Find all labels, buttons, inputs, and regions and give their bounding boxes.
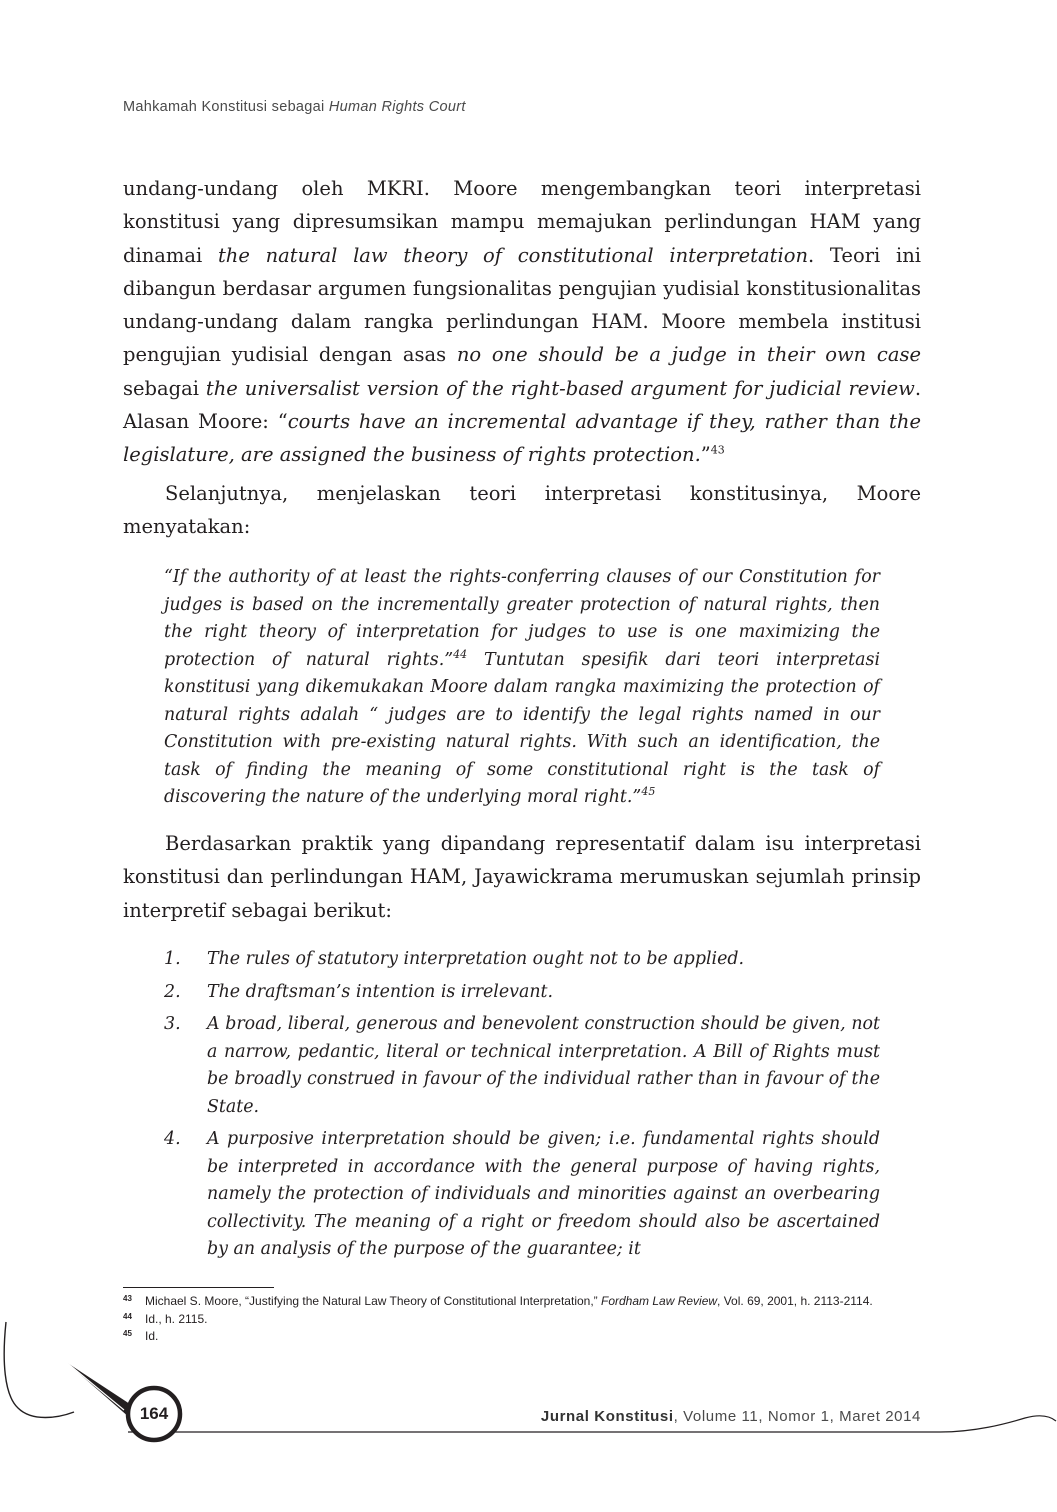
footnote-text: , Vol. 69, 2001, h. 2113-2114. [717, 1294, 873, 1308]
paragraph-1 [123, 172, 921, 472]
list-item [164, 1126, 880, 1264]
paragraph-2-text: Selanjutnya, menjelaskan teori interpretasi konstitusinya, Moore menyatakan: [123, 482, 921, 539]
text-span: . Teori ini dibangun berdasar argumen fungsionalitas pengujian yudisial konstitusionalitas undang-undang dalam rangka perlindungan HAM. Moore membela institusi pengujian yudisial dengan asas [123, 243, 921, 367]
quote-text: Tuntutan spesifik dari teori interpretasi konstitusi yang dikemukakan Moore dalam rangka maximizing the protection of natural rights adalah “ judges are to identify the legal rights named in our Constitution with pre-existing natural rights. With such an identification, the task of finding the meaning of some constitutional right is the task of discovering the nature of the underlying moral right.” [164, 649, 881, 807]
footnote-text: Michael S. Moore, “Justifying the Natural Law Theory of Constitutional Interpretation,” [145, 1294, 601, 1308]
paragraph-3-text: Berdasarkan praktik yang dipandang representatif dalam isu interpretasi konstitusi dan perlindungan HAM, Jayawickrama merumuskan sejumlah prinsip interpretif sebagai berikut: [123, 832, 921, 922]
text-span: . Alasan Moore: “ [123, 376, 922, 434]
footnote-number: 45 [123, 1329, 132, 1338]
footnote-number: 43 [123, 1294, 132, 1303]
quote-text: “If the authority of at least the rights-conferring clauses of our Constitution for judges is based on the incrementally greater protection of natural rights, then the right theory of interpretation for judges to use is one maximizing the protection of natural rights.” [164, 567, 880, 670]
journal-citation [541, 1408, 921, 1425]
footnote-text: Id. [145, 1329, 159, 1343]
left-swirl-line [4, 1322, 74, 1418]
principles-list [164, 946, 880, 1269]
list-number: 1. [164, 949, 181, 969]
running-header [123, 99, 466, 115]
quill-wedge-inner [66, 1362, 124, 1410]
footnote-journal: Fordham Law Review [601, 1294, 718, 1308]
list-number: 3. [164, 1014, 181, 1034]
text-span: sebagai [123, 376, 206, 400]
footnote-number: 44 [123, 1311, 132, 1321]
list-text: The draftsman’s intention is irrelevant. [207, 981, 554, 1002]
list-text: A broad, liberal, generous and benevolent construction should be given, not a narrow, pedantic, literal or technical interpretation. A Bill of Rights must be broadly construed in favour of the individual rather than in favour of the State. [207, 1014, 880, 1117]
list-item [164, 946, 880, 974]
list-text: The rules of statutory interpretation ought not to be applied. [207, 949, 745, 969]
italic-term: the universalist version of the right-based argument for judicial review [205, 376, 915, 400]
journal-issue: , Volume 11, Nomor 1, Maret 2014 [673, 1408, 921, 1425]
paragraph-3 [123, 827, 921, 927]
footnote-ref-43[interactable]: 43 [710, 443, 725, 457]
text-span: ” [700, 443, 711, 467]
footnote-divider [123, 1287, 274, 1288]
footnote-ref-45[interactable]: 45 [641, 785, 656, 799]
page-number: 164 [139, 1404, 169, 1423]
block-quote [164, 564, 880, 812]
right-swirl-line [940, 1416, 1056, 1432]
italic-quote: courts have an incremental advantage if they, rather than the legislature, are assigned the business of rights protection. [123, 410, 921, 467]
paragraph-2 [123, 477, 921, 544]
text-span: undang-undang oleh MKRI. Moore mengembangkan teori interpretasi konstitusi yang dipresumsikan mampu memajukan perlindungan HAM yang dinamai [123, 177, 921, 267]
list-item [164, 1011, 880, 1121]
running-title-italic: Human Rights Court [328, 99, 466, 115]
list-number: 4. [164, 1129, 181, 1149]
list-number: 2. [164, 981, 181, 1002]
footnote-ref-44[interactable]: 44 [453, 647, 468, 661]
list-item [164, 979, 880, 1007]
running-title: Mahkamah Konstitusi sebagai [123, 99, 325, 115]
footnote-text: Id., h. 2115. [145, 1311, 208, 1326]
list-text: A purposive interpretation should be given; i.e. fundamental rights should be interpreted in accordance with the general purpose of having rights, namely the protection of individuals and minorities against an overbearing collectivity. The meaning of a right or freedom should also be ascertained by an analysis of the purpose of the guarantee; it [207, 1129, 880, 1259]
journal-name: Jurnal Konstitusi [540, 1408, 674, 1425]
italic-term: no one should be a judge in their own case [456, 343, 921, 367]
italic-term: the natural law theory of constitutional interpretation [217, 243, 809, 267]
